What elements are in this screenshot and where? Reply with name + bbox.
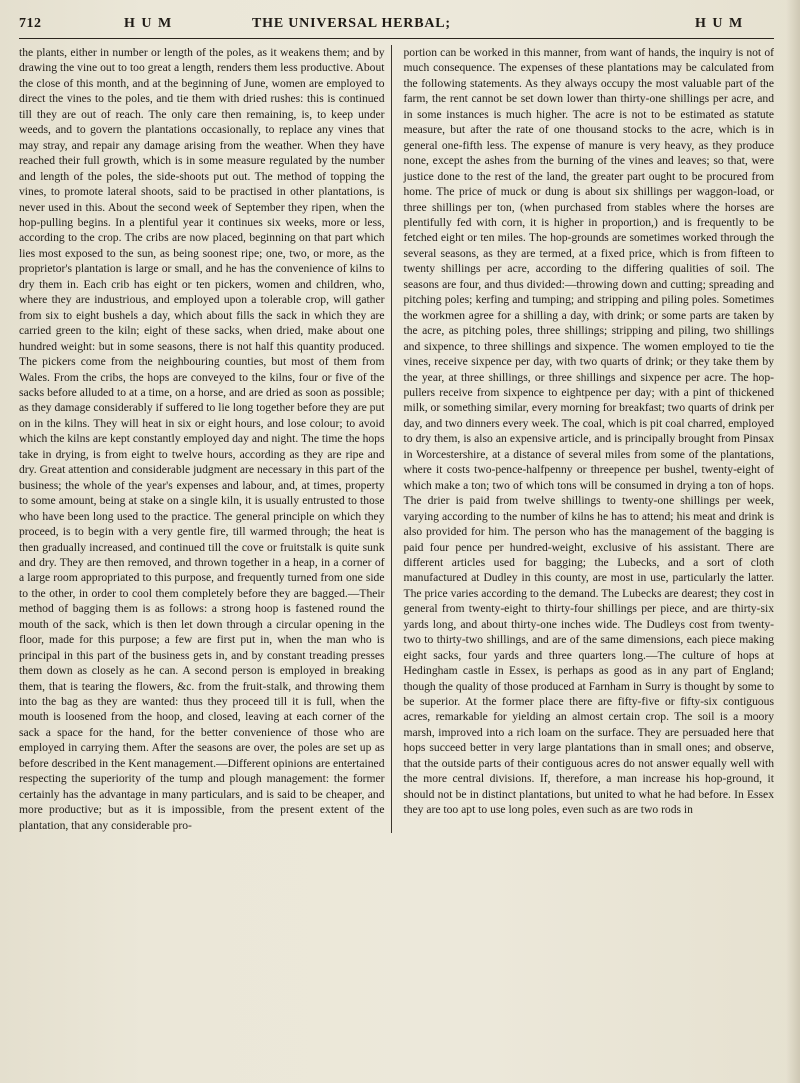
page-number: 712 xyxy=(19,16,42,31)
running-head-left-word: H U M xyxy=(124,16,173,31)
text-columns xyxy=(19,45,774,833)
right-column-text: portion can be worked in this manner, from want of hands, the inquiry is not of much consequence. The expenses of these plantations may be calculated from the following statements. As they always occupy the most valuable part of the farm, the rent cannot be set down lower than thirty-one shillings per acre, and in some instances is much higher. The acre is not to be estimated as statute measure, but after the rate of one thousand stocks to the acre, which is in general one-fifth less. The expense of manure is very heavy, as they produce none, except the ashes from the burning of the vines and leaves; so that, were justice done to the rest of the land, the greater part ought to be procured from home. The price of muck or dung is about six shillings per waggon-load, or three shillings per ton, (when purchased from stables where the horses are plentifully fed with corn, it is higher in proportion,) and is frequently to be fetched eight or ten miles. The hop-grounds are sometimes worked through the several seasons, as they are termed, at a fixed price, which is from fifteen to twenty shillings per acre, according to the differing qualities of soil. The seasons are four, and thus divided:—throwing down and cutting; spreading and pitching poles; kerfing and tumping; and stripping and piling poles. Sometimes the workmen agree for a shilling a day, with drink; or some parts are taken by the acre, as pitching poles, three shillings; stripping and piling, two shillings and sixpence, to three shillings and sixpence. The women employed to tie the vines, receive sixpence per day, with two quarts of drink; or they take them by the year, at three shillings, or three shillings and sixpence per acre. The hop-pullers receive from sixpence to eightpence per day; with a pint of thickened milk, or something similar, every morning for breakfast; two quarts of drink per day, and two dinners every week. The coal, which is pit coal charred, employed to dry them, is also an expensive article, and is principally brought from Pinsax in Worcestershire, at a distance of several miles from some of the plantations, where it costs two-pence-halfpenny or threepence per bushel, twenty-eight of which make a ton; two of which tons will be consumed in drying a ton of hops. The drier is paid from twelve shillings to twenty-one shillings per week, varying according to the number of kilns he has to attend; his meat and drink is also provided for him. The person who has the management of the bagging is paid four pence per hundred-weight, exclusive of his assistant. There are different articles used for bagging; the Lubecks, and a sort of cloth manufactured at Dudley in this county, are most in use, particularly the latter. The price varies according to the demand. The Lubecks are dearest; they cost in general from twenty-eight to thirty-four shillings per piece, and are thirty-six yards long, and about thirty-one inches wide. The Dudleys cost from twenty-two to thirty-two shillings, and are of the same dimensions, each piece making eight sacks, four yards and three quarters long.—The culture of hops at Hedingham castle in Essex, is perhaps as good as in any part of England; though the quality of those produced at Farnham in Surry is thought by some to be superior. At the former place there are fifty-five or fifty-six contiguous acres, remarkable for yielding an almost certain crop. The soil is a moory marsh, improved into a rich loam on the surface. They are persuaded here that hops succeed better in very large plantations than in small ones; and observe, that the outside parts of their contiguous acres do not answer equally well with the more central divisions. If, therefore, a man increase his hop-ground, it should not be in distinct plantations, but united to what he had before. In Essex they are too apt to use long poles, even such as are two rods in xyxy=(403,46,774,817)
header-rule xyxy=(19,38,774,39)
right-column xyxy=(404,45,775,833)
left-column-text: the plants, either in number or length of the poles, as it weakens them; and by drawing the vine out to too great a length, renders them less productive. About the close of this month, and at the beginning of June, women are employed to direct the vines to the poles, and tie them with dried rushes: this is continued till they are out of reach. The only care then remaining, is, to keep under weeds, and to govern the plantations occasionally, to replace any vines that may stray, and repair any damage arising from the weather. When they have reached their full growth, which is in some measure regulated by the number and length of the poles, the side-shoots put out. The method of topping the vines, to promote lateral shoots, said to be practised in other plantations, is never used in this. About the second week of September they ripen, when the hop-pulling begins. In a plentiful year it continues six weeks, more or less, according to the crop. The cribs are now placed, beginning on that part which lies most exposed to the sun, as being soonest ripe; one, two, or more, as the proprietor's plantation is large or small, and he has the convenience of kilns to dry them in. Each crib has eight or ten pickers, women and children, who, where they are industrious, and employed upon a tolerable crop, will gather from six to eight bushels a day, which about fills the sack in which they are carried green to the kiln; eight of these sacks, when dried, make about one hundred weight: but in some seasons, there is not half this quantity produced. The pickers come from the neighbouring counties, but most of them from Wales. From the cribs, the hops are conveyed to the kilns, four or five of the sacks before alluded to at a time, on a horse, and are dried as soon as possible; as they damage considerably if suffered to lie long together before they are put on in the kilns. They will heat in six or eight hours, and lose colour; to avoid which the kilns are kept constantly employed day and night. The time the hops take in drying, is from eight to twelve hours, according as they are ripe and dry. Great attention and considerable judgment are necessary in this part of the business; the whole of the year's expenses and labour, and, at times, property to some amount, being at stake on a single kiln, it is usually entrusted to those who have been long used to the practice. The general principle on which they proceed, is to begin with a very gentle fire, till warmed through; the heat is then gradually increased, and continued till the cove or fruitstalk is quite sunk and dry. They are then removed, and thrown together in a heap, in a corner of a large room appropriated to this purpose, and frequently turned from one side to the other, in order to cool them completely before they are bagged.—Their method of bagging them is as follows: a strong hoop is fastened round the mouth of the sack, which is then let down through a circular opening in the floor, made for this purpose; a few are first put in, when the man who is principal in this part of the business gets in, and by constant treading presses them down as closely as he can. A second person is employed in breaking them, that is tearing the flowers, &c. from the fruit-stalk, and throwing them into the bag as they are wanted: thus they proceed till it is full, when the mouth is loosened from the hoop, and closed, leaving at each corner of the sack a space for the hand, for the better convenience of those who are employed in carrying them. After the seasons are over, the poles are set up as before described in the Kent management.—Different opinions are entertained respecting the superiority of the tump and plough management: the former certainly has the advantage in many particulars, and is said to be cheaper, and more productive; but as it is impossible, from the present extent of the plantation, that any considerable pro- xyxy=(19,46,385,832)
left-column xyxy=(19,45,392,833)
running-head xyxy=(19,16,774,36)
running-head-right-word: H U M xyxy=(695,16,744,31)
running-head-title: THE UNIVERSAL HERBAL; xyxy=(252,16,451,31)
